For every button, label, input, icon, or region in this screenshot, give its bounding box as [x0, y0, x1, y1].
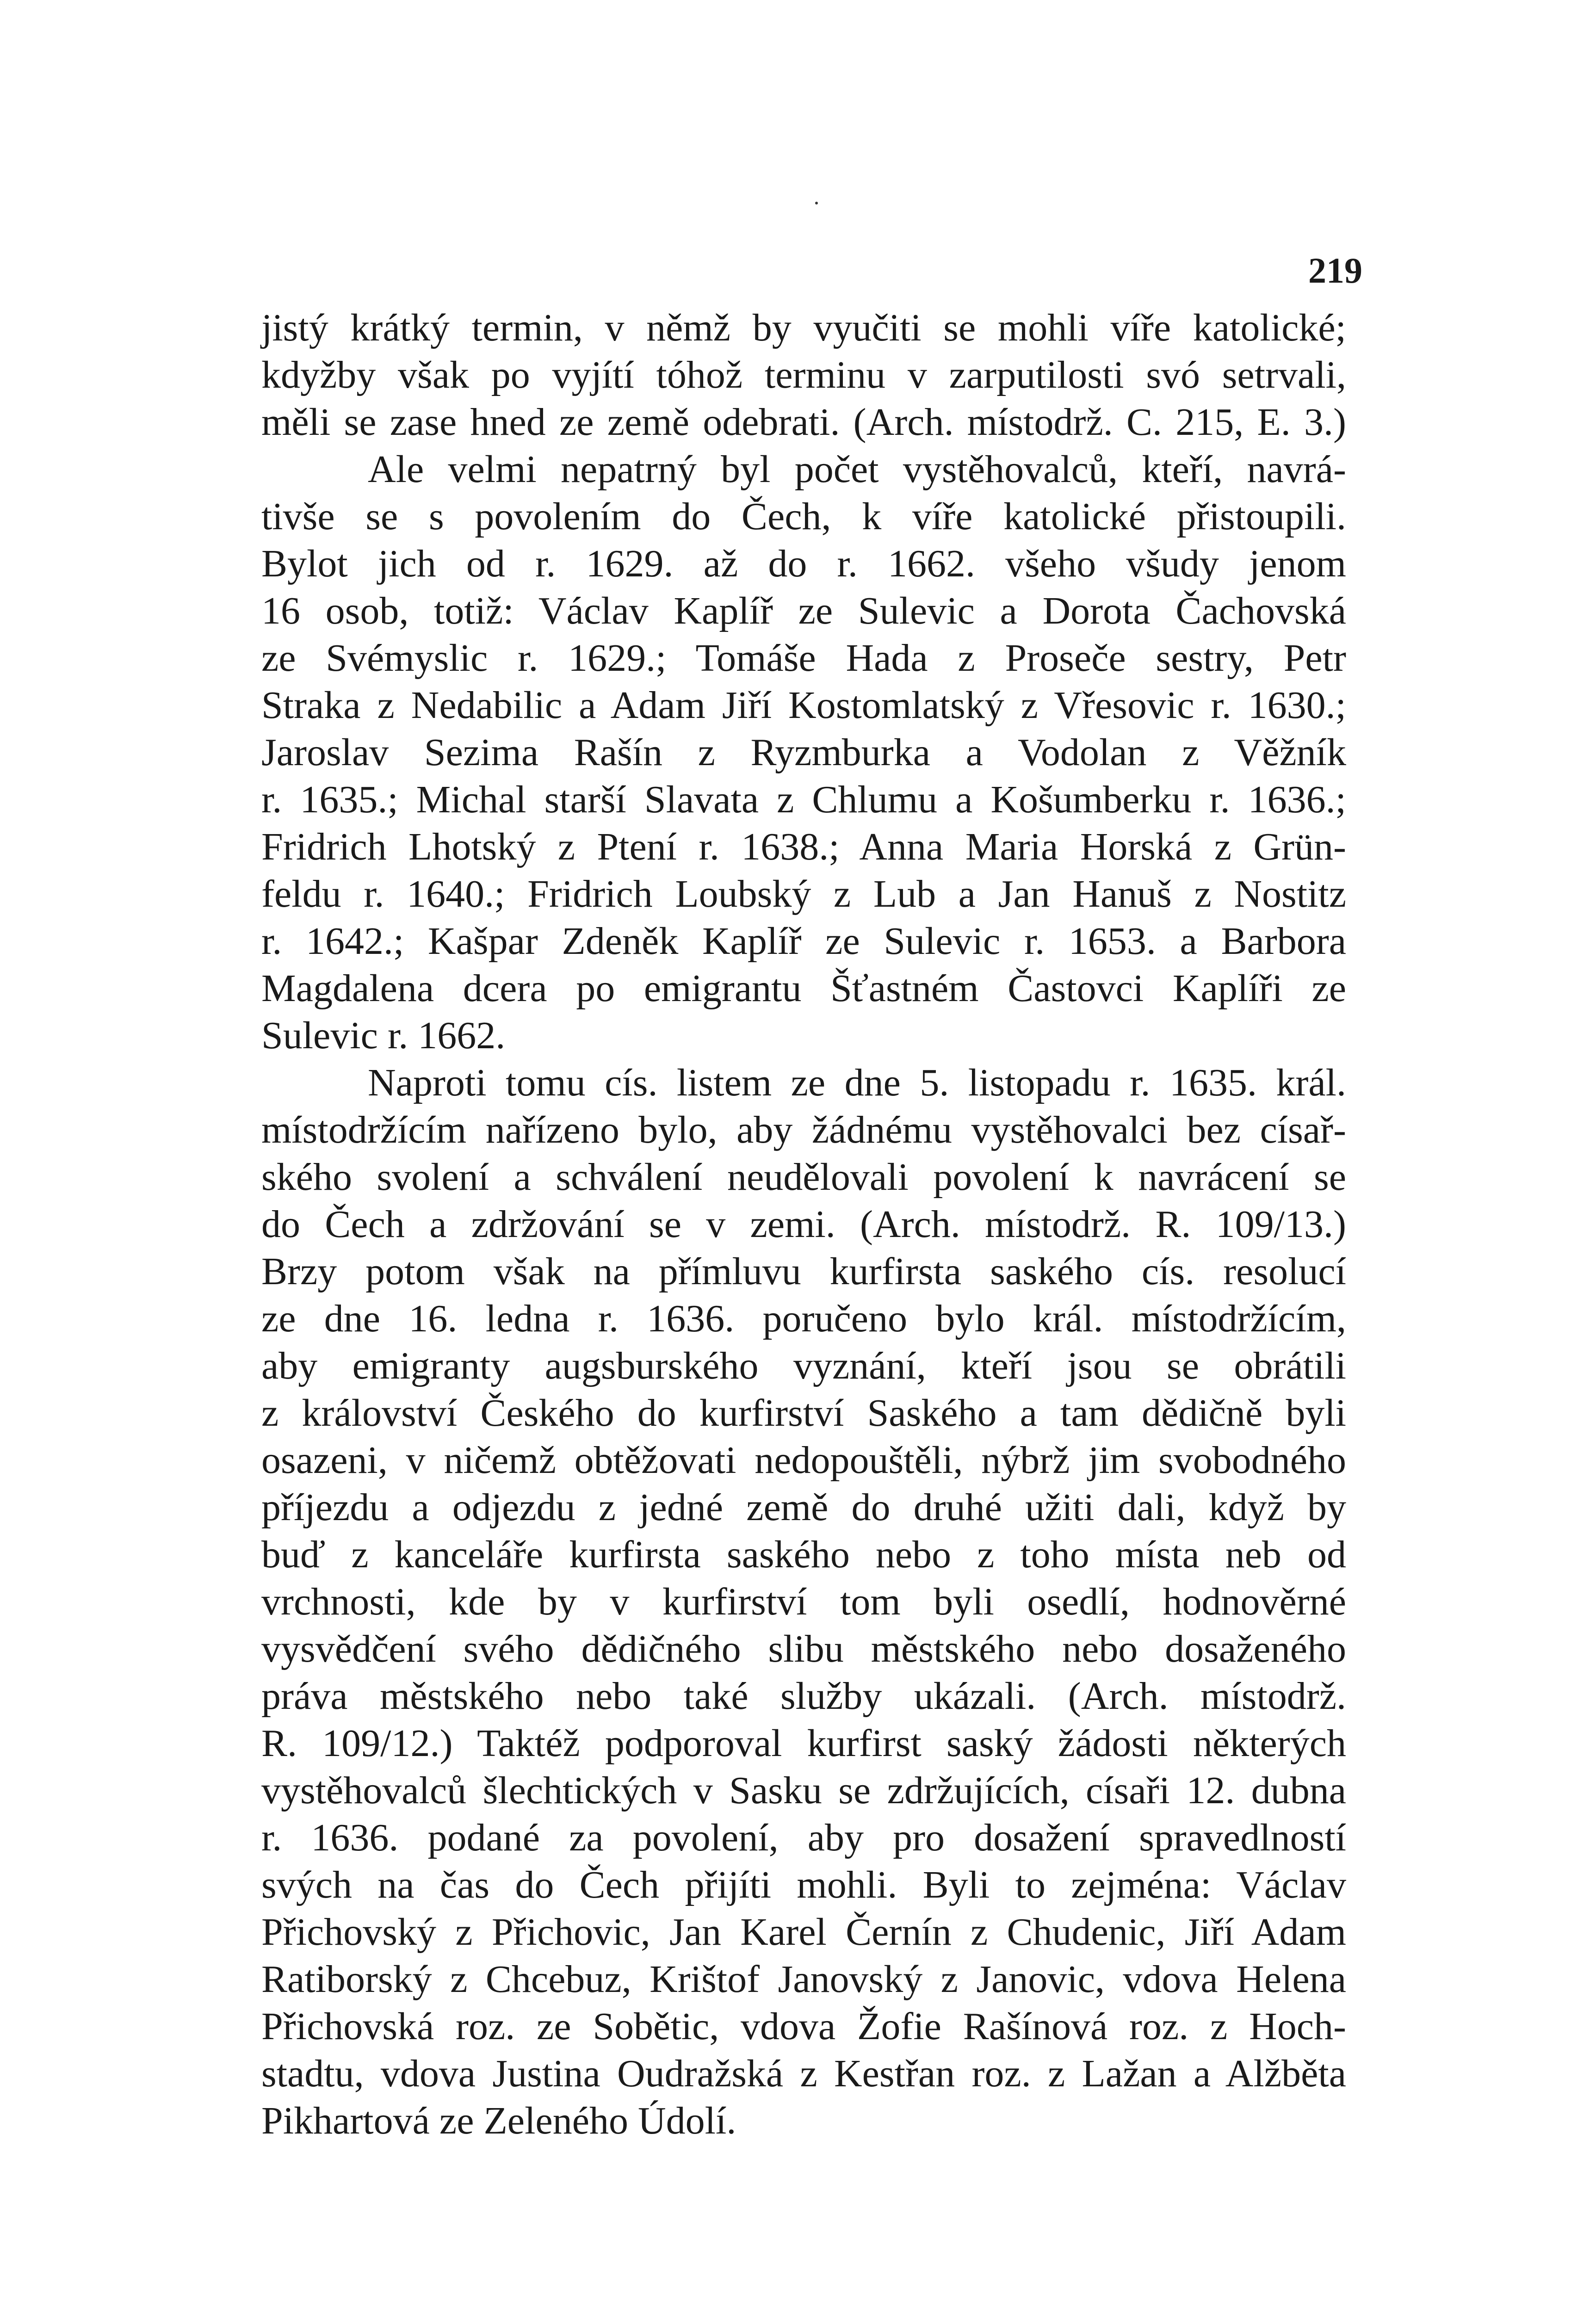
text-line: R. 109/12.) Taktéž podporoval kurfirst saský žádosti některých: [261, 1722, 1346, 1765]
text-line: Jaroslav Sezima Rašín z Ryzmburka a Vodolan z Věžník: [261, 731, 1346, 774]
text-line: r. 1635.; Michal starší Slavata z Chlumu a Košumberku r. 1636.;: [261, 778, 1346, 821]
text-line: vystěhovalců šlechtických v Sasku se zdržujících, císaři 12. dubna: [261, 1769, 1346, 1812]
text-line: práva městského nebo také služby ukázali. (Arch. místodrž.: [261, 1675, 1346, 1718]
text-line: ze Svémyslic r. 1629.; Tomáše Hada z Proseče sestry, Petr: [261, 637, 1346, 680]
text-line: ského svolení a schválení neudělovali povolení k navrácení se: [261, 1156, 1346, 1199]
text-line: Fridrich Lhotský z Ptení r. 1638.; Anna Maria Horská z Grün-: [261, 825, 1346, 868]
text-line: Sulevic r. 1662.: [261, 1014, 506, 1057]
text-line: Naproti tomu cís. listem ze dne 5. listopadu r. 1635. král.: [368, 1061, 1346, 1104]
text-line: Magdalena dcera po emigrantu Šťastném Častovci Kaplíři ze: [261, 967, 1346, 1010]
text-line: kdyžby však po vyjítí tóhož terminu v zarputilosti svó setrvali,: [261, 353, 1346, 396]
text-line: místodržícím nařízeno bylo, aby žádnému vystěhovalci bez císař-: [261, 1108, 1346, 1151]
text-line: r. 1636. podané za povolení, aby pro dosažení spravedlností: [261, 1816, 1346, 1859]
text-line: Přichovská roz. ze Sobětic, vdova Žofie Rašínová roz. z Hoch-: [261, 2005, 1346, 2048]
text-line: do Čech a zdržování se v zemi. (Arch. místodrž. R. 109/13.): [261, 1203, 1346, 1246]
text-line: osazeni, v ničemž obtěžovati nedopouštěli, nýbrž jim svobodného: [261, 1439, 1346, 1482]
text-line: Přichovský z Přichovic, Jan Karel Černín z Chudenic, Jiří Adam: [261, 1911, 1346, 1954]
text-line: Bylot jich od r. 1629. až do r. 1662. všeho všudy jenom: [261, 542, 1346, 585]
text-line: tivše se s povolením do Čech, k víře katolické přistoupili.: [261, 495, 1346, 538]
text-line: Pikhartová ze Zeleného Údolí.: [261, 2099, 736, 2142]
text-line: Ratiborský z Chcebuz, Krištof Janovský z Janovic, vdova Helena: [261, 1958, 1346, 2001]
text-line: Straka z Nedabilic a Adam Jiří Kostomlatský z Vřesovic r. 1630.;: [261, 684, 1346, 727]
body-text: [261, 304, 1346, 2145]
text-line: měli se zase hned ze země odebrati. (Arch. místodrž. C. 215, E. 3.): [261, 401, 1346, 444]
text-line: buď z kanceláře kurfirsta saského nebo z toho místa neb od: [261, 1533, 1346, 1576]
text-line: feldu r. 1640.; Fridrich Loubský z Lub a Jan Hanuš z Nostitz: [261, 872, 1346, 915]
text-line: Ale velmi nepatrný byl počet vystěhovalců, kteří, navrá-: [368, 448, 1346, 491]
text-line: ze dne 16. ledna r. 1636. poručeno bylo král. místodržícím,: [261, 1297, 1346, 1340]
text-line: 16 osob, totiž: Václav Kaplíř ze Sulevic a Dorota Čachovská: [261, 589, 1346, 632]
text-line: vrchnosti, kde by v kurfirství tom byli osedlí, hodnověrné: [261, 1580, 1346, 1623]
text-line: jistý krátký termin, v němž by vyučiti se mohli víře katolické;: [261, 306, 1346, 349]
text-line: stadtu, vdova Justina Oudražská z Kestřan roz. z Lažan a Alžběta: [261, 2052, 1346, 2095]
text-line: aby emigranty augsburského vyznání, kteří jsou se obrátili: [261, 1344, 1346, 1387]
text-line: vysvědčení svého dědičného slibu městského nebo dosaženého: [261, 1627, 1346, 1670]
text-line: příjezdu a odjezdu z jedné země do druhé užiti dali, když by: [261, 1486, 1346, 1529]
page-number: 219: [1308, 250, 1362, 291]
text-line: r. 1642.; Kašpar Zdeněk Kaplíř ze Sulevic r. 1653. a Barbora: [261, 920, 1346, 963]
text-line: Brzy potom však na přímluvu kurfirsta saského cís. resolucí: [261, 1250, 1346, 1293]
text-line: z království Českého do kurfirství Saského a tam dědičně byli: [261, 1392, 1346, 1435]
ink-speck: [815, 202, 818, 204]
text-line: svých na čas do Čech přijíti mohli. Byli to zejména: Václav: [261, 1863, 1346, 1906]
